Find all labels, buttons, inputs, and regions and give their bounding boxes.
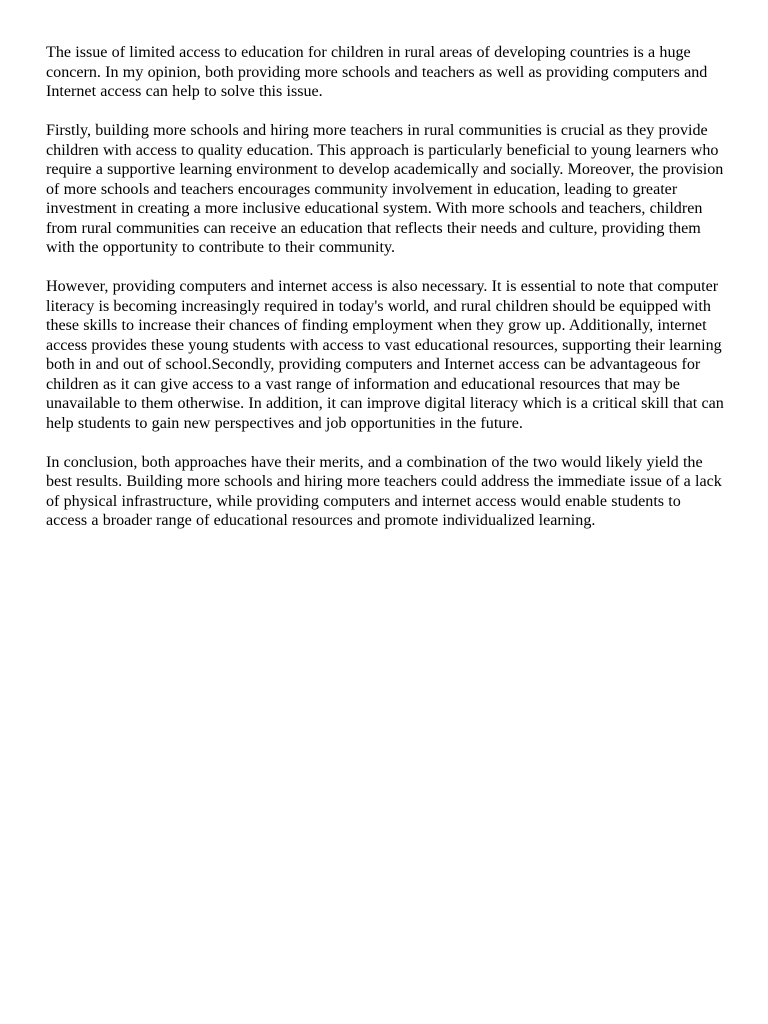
- paragraph-conclusion: In conclusion, both approaches have their merits, and a combination of the two would likely yield the best results. Building more schools and hiring more teachers could address the immediate issue of a lack of physical infrastructure, while providing computers and internet access would enable students to access a broader range of educational resources and promote individualized learning.: [46, 453, 722, 529]
- essay-body: [46, 43, 726, 550]
- paragraph-schools-teachers: Firstly, building more schools and hiring more teachers in rural communities is crucial as they provide children with access to quality education. This approach is particularly beneficial to young learners who require a supportive learning environment to develop academically and socially. Moreover, the provision of more schools and teachers encourages community involvement in education, leading to greater investment in creating a more inclusive educational system. With more schools and teachers, children from rural communities can receive an education that reflects their needs and culture, providing them with the opportunity to contribute to their community.: [46, 122, 724, 256]
- paragraph-computers-internet: However, providing computers and internet access is also necessary. It is essential to note that computer literacy is becoming increasingly required in today's world, and rural children should be equipped with these skills to increase their chances of finding employment when they grow up. Additionally, internet access provides these young students with access to vast educational resources, supporting their learning both in and out of school.Secondly, providing computers and Internet access can be advantageous for children as it can give access to a vast range of information and educational resources that may be unavailable to them otherwise. In addition, it can improve digital literacy which is a critical skill that can help students to gain new perspectives and job opportunities in the future.: [46, 278, 724, 432]
- paragraph-introduction: The issue of limited access to education for children in rural areas of developing countries is a huge concern. In my opinion, both providing more schools and teachers as well as providing computers and Internet access can help to solve this issue.: [46, 44, 708, 100]
